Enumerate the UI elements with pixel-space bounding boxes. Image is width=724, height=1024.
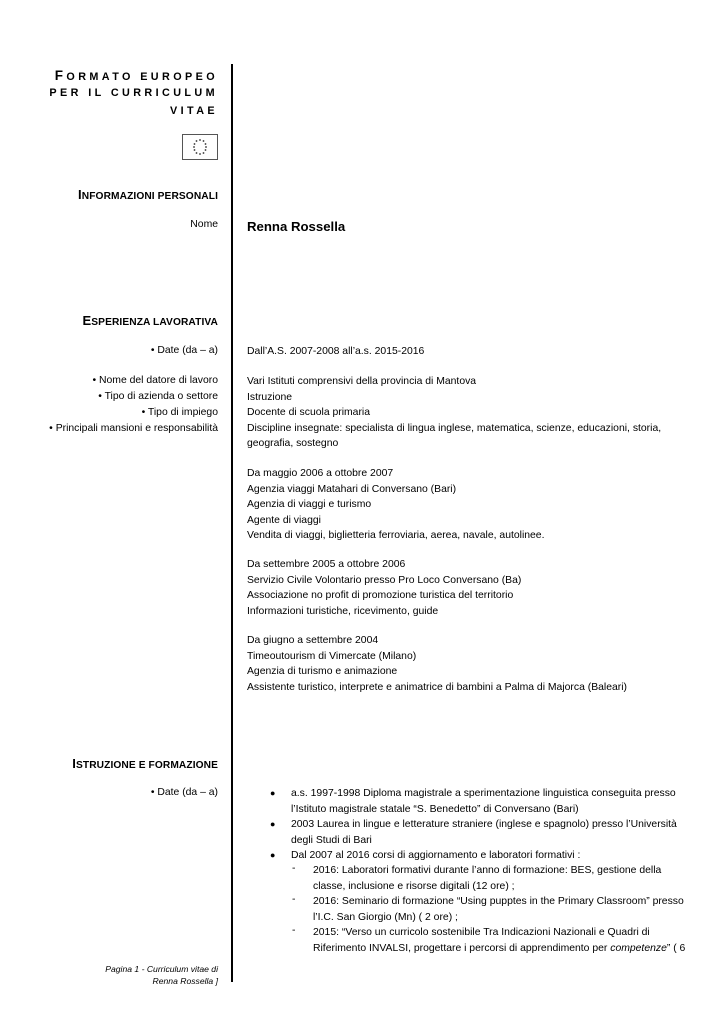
eu-flag-icon [182, 134, 218, 160]
education-date-label: • Date (da – a) [150, 787, 218, 798]
section-personal-heading: INFORMAZIONI PERSONALI [78, 187, 218, 202]
duties-label: • Principali mansioni e responsabilità [49, 423, 218, 434]
section-experience-heading: ESPERIENZA LAVORATIVA [82, 313, 218, 328]
dash-marker: - [292, 894, 296, 905]
experience-entry-2: Vari Istituti comprensivi della provincia di Mantova Istruzione Docente di scuola primaria Discipline insegnate: specialista di lingua inglese, matematica, scienze, educazioni, storia, geografia, sostegno [247, 376, 662, 450]
page-footer: Pagina 1 - Curriculum vitae di Renna Rossella ] [105, 964, 218, 986]
experience-entry-3: Da maggio 2006 a ottobre 2007 Agenzia viaggi Matahari di Conversano (Bari) Agenzia di viaggi e turismo Agente di viaggi Vendita di viaggi, biglietteria ferroviaria, aerea, navale, autolinee. [247, 468, 545, 542]
experience-entry-5: Da giugno a settembre 2004 Timeoutourism di Vimercate (Milano) Agenzia di turismo e animazione Assistente turistico, interprete e animatrice di bambini a Palma di Majorca (Baleari) [247, 635, 627, 693]
experience-entry-4: Da settembre 2005 a ottobre 2006 Servizio Civile Volontario presso Pro Loco Conversano (Ba) Associazione no profit di promozione turistica del territorio Informazioni turistiche, ricevimento, guide [247, 559, 522, 617]
dash-marker: - [292, 863, 296, 874]
education-item-1: a.s. 1997-1998 Diploma magistrale a sperimentazione linguistica conseguita presso l’Istituto magistrale statale “S. Benedetto” di Conversano (Bari) [291, 788, 676, 815]
title-line-1: FORMATO EUROPEO [54, 68, 218, 83]
name-value: Renna Rossella [247, 219, 346, 234]
bullet-dot-icon: ● [270, 819, 276, 829]
training-item-1: 2016: Laboratori formativi durante l’anno di formazione: BES, gestione della classe, inclusione e risorse digitali (12 ore) ; [313, 865, 662, 892]
dash-marker: - [292, 925, 296, 936]
bullet-dot-icon: ● [270, 788, 276, 798]
training-item-2: 2016: Seminario di formazione “Using pupptes in the Primary Classroom” presso l’I.C. San Giorgio (Mn) ( 2 ore) ; [313, 896, 684, 923]
date-label: • Date (da – a) [150, 345, 218, 356]
sector-label: • Tipo di azienda o settore [98, 391, 218, 402]
education-item-2: 2003 Laurea in lingue e letterature straniere (inglese e spagnolo) presso l’Università degli Studi di Bari [291, 819, 677, 846]
title-line-2: PER IL CURRICULUM [49, 87, 218, 99]
education-item-3: Dal 2007 al 2016 corsi di aggiornamento e laboratori formativi : [291, 850, 581, 861]
experience-entry-1: Dall’A.S. 2007-2008 all’a.s. 2015-2016 [247, 346, 425, 357]
vertical-divider [231, 64, 233, 982]
bullet-dot-icon: ● [270, 850, 276, 860]
employer-label: • Nome del datore di lavoro [92, 375, 218, 386]
job-type-label: • Tipo di impiego [141, 407, 218, 418]
name-label: Nome [190, 219, 218, 230]
title-line-3: VITAE [170, 105, 218, 117]
training-item-3: 2015: “Verso un curricolo sostenibile Tra Indicazioni Nazionali e Quadri di Riferimento INVALSI, progettare i percorsi di apprendimento per competenze” ( 6 [313, 927, 686, 954]
section-education-heading: ISTRUZIONE E FORMAZIONE [72, 756, 218, 771]
